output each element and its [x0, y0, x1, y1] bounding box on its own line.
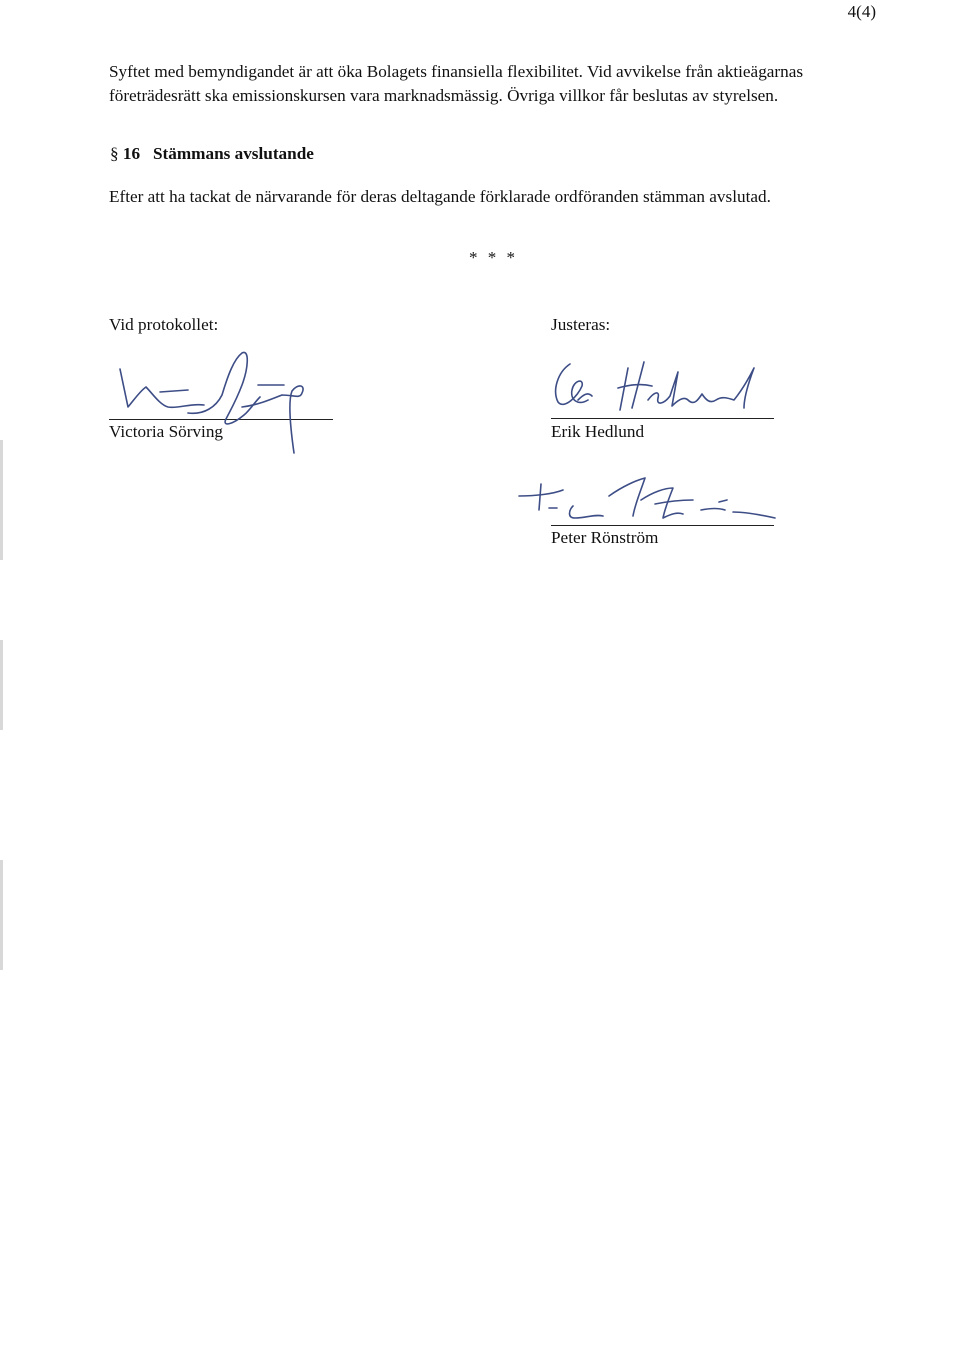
paragraph-line: Syftet med bemyndigandet är att öka Bolagets finansiella flexibilitet. Vid avvikelse från aktieägarnas — [109, 62, 804, 81]
scan-edge-mark — [0, 640, 3, 730]
approval-label: Justeras: — [551, 315, 611, 334]
section-separator: * * * — [469, 248, 518, 267]
scan-edge-mark — [0, 860, 3, 970]
section-title: Stämmans avslutande — [152, 144, 314, 163]
section-heading — [110, 144, 314, 164]
signer-name-victoria: Victoria Sörving — [109, 422, 224, 441]
signature-victoria — [112, 345, 332, 460]
scan-edge-mark — [0, 440, 3, 560]
section-symbol: § — [110, 144, 119, 163]
signer-name-peter: Peter Rönström — [551, 528, 659, 547]
section-number: 16 — [122, 144, 141, 163]
minutes-label: Vid protokollet: — [109, 315, 219, 334]
signer-name-erik: Erik Hedlund — [551, 422, 645, 441]
closing-paragraph — [109, 185, 899, 209]
mandate-paragraph — [109, 60, 899, 108]
signature-peter — [505, 470, 785, 530]
paragraph-line: företrädesrätt ska emissionskursen vara marknadsmässig. Övriga villkor får beslutas av styrelsen. — [109, 86, 779, 105]
page-number: 4(4) — [847, 2, 876, 21]
paragraph-line: Efter att ha tackat de närvarande för deras deltagande förklarade ordföranden stämman avslutad. — [109, 187, 771, 206]
signature-erik — [548, 350, 768, 420]
